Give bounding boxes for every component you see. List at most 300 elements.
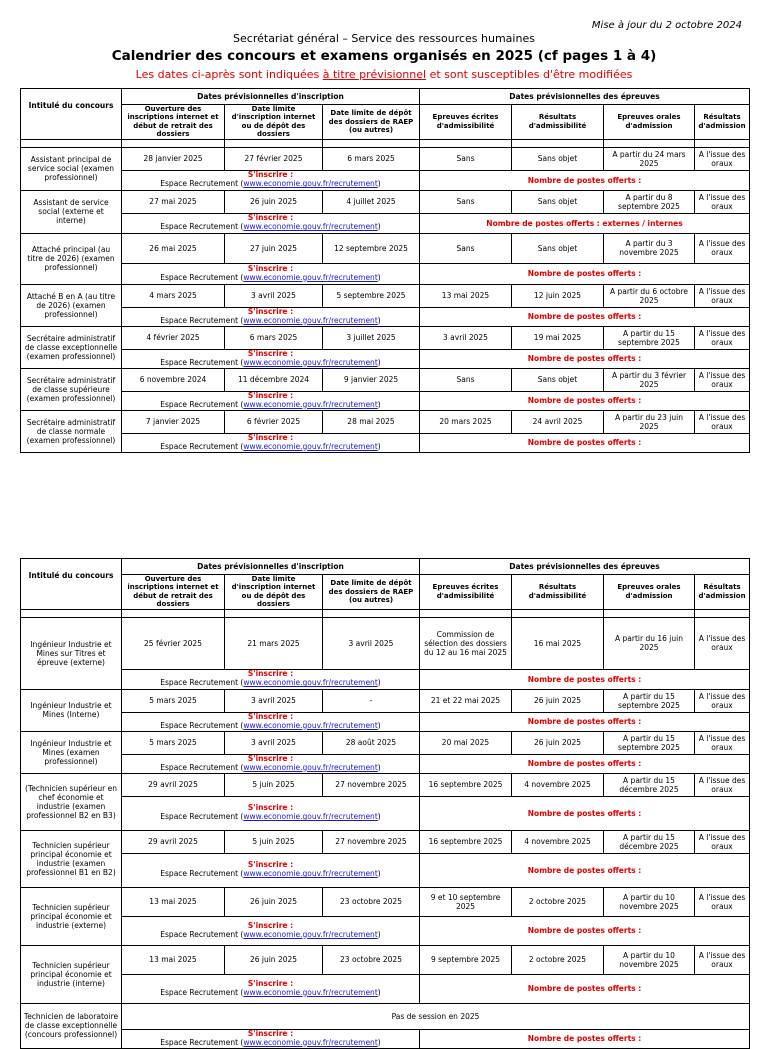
header-orales: Epreuves orales d'admission — [604, 105, 695, 140]
inscrire-prefix: Espace Recrutement ( — [160, 399, 244, 409]
date-ecrites: 13 mai 2025 — [420, 284, 512, 307]
recrutement-link[interactable]: www.economie.gouv.fr/recrutement — [243, 272, 378, 282]
exam-name: Technicien supérieur principal économie et industrie (examen professionnel B1 en B2) — [21, 830, 122, 887]
date-ouverture: 27 mai 2025 — [122, 190, 225, 213]
spacer-row — [21, 609, 750, 617]
spacer-cell — [695, 139, 750, 147]
inscription-cell — [122, 1029, 420, 1048]
date-limite-inscription: 26 juin 2025 — [225, 945, 323, 974]
date-orales: A partir du 16 juin 2025 — [604, 617, 695, 669]
recrutement-link[interactable]: www.economie.gouv.fr/recrutement — [243, 357, 378, 367]
date-ouverture: 5 mars 2025 — [122, 689, 225, 712]
inscrire-prefix: Espace Recrutement ( — [160, 272, 244, 282]
date-limite-inscription: 3 avril 2025 — [225, 284, 323, 307]
exam-name: Ingénieur Industrie et Mines (Interne) — [21, 689, 122, 731]
inscrire-prefix: Espace Recrutement ( — [160, 441, 244, 451]
recrutement-link[interactable]: www.economie.gouv.fr/recrutement — [243, 441, 378, 451]
inscrire-label: S'inscrire : — [247, 433, 294, 442]
date-raep: 3 avril 2025 — [323, 617, 420, 669]
exam-name: Ingénieur Industrie et Mines (examen professionnel) — [21, 731, 122, 773]
date-resultats-admission: A l'issue des oraux — [695, 284, 750, 307]
inscrire-line — [124, 764, 417, 773]
postes-offerts: Nombre de postes offerts : — [420, 796, 750, 830]
date-limite-inscription: 5 juin 2025 — [225, 830, 323, 853]
postes-offerts: Nombre de postes offerts : externes / internes — [420, 213, 750, 233]
inscrire-line — [124, 180, 417, 189]
date-resultats-admission: A l'issue des oraux — [695, 147, 750, 170]
date-ecrites: 16 septembre 2025 — [420, 830, 512, 853]
header-subrow — [21, 105, 750, 140]
exam-row — [21, 1003, 750, 1029]
date-orales: A partir du 24 mars 2025 — [604, 147, 695, 170]
spacer-cell — [21, 139, 122, 147]
inscription-row — [21, 853, 750, 887]
date-ouverture: 6 novembre 2024 — [122, 368, 225, 391]
spacer-cell — [122, 139, 225, 147]
inscription-cell — [122, 754, 420, 773]
recrutement-link[interactable]: www.economie.gouv.fr/recrutement — [243, 678, 378, 688]
exam-name: Secrétaire administratif de classe normale (examen professionnel) — [21, 410, 122, 452]
inscrire-label: S'inscrire : — [247, 803, 294, 813]
inscrire-label: S'inscrire : — [247, 213, 294, 223]
exam-name: Technicien supérieur principal économie et industrie (externe) — [21, 887, 122, 945]
date-ouverture: 26 mai 2025 — [122, 233, 225, 263]
header-epreuves-group: Dates prévisionnelles des épreuves — [420, 89, 750, 105]
spacer-row — [21, 139, 750, 147]
header-intitule: Intitulé du concours — [21, 559, 122, 610]
date-raep: 3 juillet 2025 — [323, 326, 420, 349]
inscription-cell — [122, 916, 420, 945]
inscription-row — [21, 916, 750, 945]
header-res-admissibilite: Résultats d'admissibilité — [512, 105, 604, 140]
date-resultats-admissibilite: 24 avril 2025 — [512, 410, 604, 433]
header-ouverture: Ouverture des inscriptions internet et début de retrait des dossiers — [122, 575, 225, 610]
recrutement-link[interactable]: www.economie.gouv.fr/recrutement — [243, 987, 378, 997]
date-ouverture: 13 mai 2025 — [122, 887, 225, 916]
date-orales: A partir du 15 septembre 2025 — [604, 326, 695, 349]
exam-row — [21, 190, 750, 213]
date-limite-inscription: 3 avril 2025 — [225, 731, 323, 754]
date-ouverture: 4 mars 2025 — [122, 284, 225, 307]
inscrire-prefix: Espace Recrutement ( — [160, 1037, 244, 1047]
date-resultats-admissibilite: Sans objet — [512, 147, 604, 170]
recrutement-link[interactable]: www.economie.gouv.fr/recrutement — [243, 929, 378, 939]
date-limite-inscription: 21 mars 2025 — [225, 617, 323, 669]
inscrire-suffix: ) — [377, 272, 381, 282]
inscrire-label: S'inscrire : — [247, 391, 294, 400]
inscrire-suffix: ) — [377, 357, 381, 367]
recrutement-link[interactable]: www.economie.gouv.fr/recrutement — [243, 1037, 378, 1047]
date-raep: 4 juillet 2025 — [323, 190, 420, 213]
date-resultats-admission: A l'issue des oraux — [695, 945, 750, 974]
exam-row — [21, 887, 750, 916]
recrutement-link[interactable]: www.economie.gouv.fr/recrutement — [243, 812, 378, 822]
header-row — [21, 89, 750, 105]
postes-offerts: Nombre de postes offerts : — [420, 349, 750, 368]
exam-name: Attaché principal (au titre de 2026) (examen professionnel) — [21, 233, 122, 284]
date-resultats-admission: A l'issue des oraux — [695, 190, 750, 213]
notice-underlined: à titre prévisionnel — [322, 68, 427, 81]
date-resultats-admissibilite: 16 mai 2025 — [512, 617, 604, 669]
exam-row — [21, 284, 750, 307]
spacer-cell — [323, 609, 420, 617]
inscrire-prefix: Espace Recrutement ( — [160, 179, 244, 189]
header-ecrites: Epreuves écrites d'admissibilité — [420, 105, 512, 140]
inscrire-suffix: ) — [377, 869, 381, 879]
date-limite-inscription: 6 février 2025 — [225, 410, 323, 433]
exam-table-1 — [20, 88, 750, 453]
spacer-cell — [420, 139, 512, 147]
exam-row — [21, 147, 750, 170]
exam-row — [21, 945, 750, 974]
header-raep: Date limite de dépôt des dossiers de RAEP (ou autres) — [323, 575, 420, 610]
date-orales: A partir du 15 décembre 2025 — [604, 773, 695, 796]
exam-row — [21, 326, 750, 349]
header-res-admission: Résultats d'admission — [695, 105, 750, 140]
date-orales: A partir du 15 septembre 2025 — [604, 689, 695, 712]
exam-row — [21, 410, 750, 433]
exam-name: Technicien supérieur principal économie et industrie (interne) — [21, 945, 122, 1003]
inscrire-suffix: ) — [377, 987, 381, 997]
inscription-cell — [122, 712, 420, 731]
header-inscription-group: Dates prévisionnelles d'inscription — [122, 559, 420, 575]
date-ecrites: Sans — [420, 190, 512, 213]
inscription-cell — [122, 307, 420, 326]
inscrire-suffix: ) — [377, 762, 381, 772]
inscription-cell — [122, 974, 420, 1003]
exam-name: Secrétaire administratif de classe exceptionnelle (examen professionnel) — [21, 326, 122, 368]
inscrire-suffix: ) — [377, 315, 381, 325]
date-ecrites: 21 et 22 mai 2025 — [420, 689, 512, 712]
inscrire-line — [124, 1039, 417, 1048]
spacer-cell — [420, 609, 512, 617]
postes-offerts: Nombre de postes offerts : — [420, 391, 750, 410]
inscription-row — [21, 669, 750, 689]
header-row — [21, 559, 750, 575]
date-ecrites: Commission de sélection des dossiers du 12 au 16 mai 2025 — [420, 617, 512, 669]
postes-offerts: Nombre de postes offerts : — [420, 263, 750, 284]
spacer-cell — [695, 609, 750, 617]
date-ouverture: 5 mars 2025 — [122, 731, 225, 754]
inscrire-prefix: Espace Recrutement ( — [160, 929, 244, 939]
spacer-cell — [512, 609, 604, 617]
inscription-cell — [122, 349, 420, 368]
inscrire-prefix: Espace Recrutement ( — [160, 720, 244, 730]
inscription-row — [21, 391, 750, 410]
recrutement-link[interactable]: www.economie.gouv.fr/recrutement — [243, 720, 378, 730]
header-limite-inscription: Date limite d'inscription internet ou de dépôt des dossiers — [225, 105, 323, 140]
postes-offerts: Nombre de postes offerts : — [420, 853, 750, 887]
update-note: Mise à jour du 2 octobre 2024 — [591, 20, 742, 31]
date-orales: A partir du 3 février 2025 — [604, 368, 695, 391]
inscrire-line — [124, 679, 417, 688]
inscription-cell — [122, 170, 420, 190]
date-ecrites: Sans — [420, 233, 512, 263]
exam-name: Assistant de service social (externe et interne) — [21, 190, 122, 233]
inscription-row — [21, 263, 750, 284]
recrutement-link[interactable]: www.economie.gouv.fr/recrutement — [243, 222, 378, 232]
inscrire-line — [124, 931, 417, 940]
inscription-row — [21, 974, 750, 1003]
inscription-row — [21, 170, 750, 190]
date-resultats-admissibilite: 2 octobre 2025 — [512, 945, 604, 974]
inscrire-suffix: ) — [377, 399, 381, 409]
exam-row — [21, 368, 750, 391]
notice-after: et sont susceptibles d'être modifiées — [426, 68, 633, 81]
date-orales: A partir du 6 octobre 2025 — [604, 284, 695, 307]
date-resultats-admission: A l'issue des oraux — [695, 617, 750, 669]
date-resultats-admissibilite: 26 juin 2025 — [512, 689, 604, 712]
date-resultats-admission: A l'issue des oraux — [695, 689, 750, 712]
date-limite-inscription: 5 juin 2025 — [225, 773, 323, 796]
exam-name: Assistant principal de service social (examen professionnel) — [21, 147, 122, 190]
date-ouverture: 7 janvier 2025 — [122, 410, 225, 433]
inscrire-prefix: Espace Recrutement ( — [160, 987, 244, 997]
header-subrow — [21, 575, 750, 610]
inscrire-suffix: ) — [377, 929, 381, 939]
date-resultats-admissibilite: 4 novembre 2025 — [512, 773, 604, 796]
exam-name: Ingénieur Industrie et Mines sur Titres et épreuve (externe) — [21, 617, 122, 689]
recrutement-link[interactable]: www.economie.gouv.fr/recrutement — [243, 399, 378, 409]
date-resultats-admissibilite: Sans objet — [512, 190, 604, 213]
exam-name: Technicien de laboratoire de classe exceptionnelle (concours professionnel) — [21, 1003, 122, 1048]
spacer-cell — [604, 609, 695, 617]
date-orales: A partir du 10 novembre 2025 — [604, 887, 695, 916]
inscrire-suffix: ) — [377, 441, 381, 451]
postes-offerts: Nombre de postes offerts : — [420, 669, 750, 689]
date-resultats-admission: A l'issue des oraux — [695, 410, 750, 433]
inscrire-suffix: ) — [377, 1037, 381, 1047]
inscrire-line — [124, 401, 417, 410]
inscrire-label: S'inscrire : — [247, 349, 294, 358]
date-ouverture: 29 avril 2025 — [122, 830, 225, 853]
date-resultats-admission: A l'issue des oraux — [695, 773, 750, 796]
date-resultats-admissibilite: 12 juin 2025 — [512, 284, 604, 307]
date-resultats-admission: A l'issue des oraux — [695, 731, 750, 754]
date-resultats-admissibilite: 4 novembre 2025 — [512, 830, 604, 853]
inscrire-label: S'inscrire : — [247, 754, 294, 763]
spacer-cell — [122, 609, 225, 617]
recrutement-link[interactable]: www.economie.gouv.fr/recrutement — [243, 315, 378, 325]
date-ecrites: 9 septembre 2025 — [420, 945, 512, 974]
notice — [0, 68, 768, 81]
spacer-cell — [225, 609, 323, 617]
date-raep: 27 novembre 2025 — [323, 773, 420, 796]
header-limite-inscription: Date limite d'inscription internet ou de dépôt des dossiers — [225, 575, 323, 610]
date-ouverture: 28 janvier 2025 — [122, 147, 225, 170]
inscrire-prefix: Espace Recrutement ( — [160, 357, 244, 367]
date-ecrites: Sans — [420, 147, 512, 170]
date-ouverture: 29 avril 2025 — [122, 773, 225, 796]
header-ecrites: Epreuves écrites d'admissibilité — [420, 575, 512, 610]
date-raep: 28 août 2025 — [323, 731, 420, 754]
inscrire-prefix: Espace Recrutement ( — [160, 812, 244, 822]
inscrire-label: S'inscrire : — [247, 712, 294, 721]
inscription-cell — [122, 796, 420, 830]
inscription-row — [21, 1029, 750, 1048]
date-orales: A partir du 15 décembre 2025 — [604, 830, 695, 853]
postes-offerts: Nombre de postes offerts : — [420, 307, 750, 326]
date-resultats-admissibilite: 26 juin 2025 — [512, 731, 604, 754]
inscrire-label: S'inscrire : — [247, 263, 294, 273]
inscrire-prefix: Espace Recrutement ( — [160, 869, 244, 879]
date-raep: 6 mars 2025 — [323, 147, 420, 170]
date-resultats-admission: A l'issue des oraux — [695, 233, 750, 263]
date-resultats-admission: A l'issue des oraux — [695, 830, 750, 853]
inscription-cell — [122, 213, 420, 233]
date-limite-inscription: 27 juin 2025 — [225, 233, 323, 263]
inscrire-label: S'inscrire : — [247, 669, 294, 679]
date-ouverture: 13 mai 2025 — [122, 945, 225, 974]
header-raep: Date limite de dépôt des dossiers de RAEP (ou autres) — [323, 105, 420, 140]
header-intitule: Intitulé du concours — [21, 89, 122, 140]
date-ouverture: 25 février 2025 — [122, 617, 225, 669]
postes-offerts: Nombre de postes offerts : — [420, 754, 750, 773]
exam-row — [21, 773, 750, 796]
date-orales: A partir du 10 novembre 2025 — [604, 945, 695, 974]
date-ecrites: 9 et 10 septembre 2025 — [420, 887, 512, 916]
inscrire-suffix: ) — [377, 812, 381, 822]
recrutement-link[interactable]: www.economie.gouv.fr/recrutement — [243, 762, 378, 772]
date-raep: 23 octobre 2025 — [323, 945, 420, 974]
date-resultats-admission: A l'issue des oraux — [695, 326, 750, 349]
inscrire-label: S'inscrire : — [247, 170, 294, 180]
header-epreuves-group: Dates prévisionnelles des épreuves — [420, 559, 750, 575]
header-res-admission: Résultats d'admission — [695, 575, 750, 610]
page-title: Calendrier des concours et examens organisés en 2025 (cf pages 1 à 4) — [111, 48, 657, 64]
inscrire-line — [124, 274, 417, 283]
exam-row — [21, 731, 750, 754]
inscription-row — [21, 754, 750, 773]
inscrire-line — [124, 813, 417, 822]
inscrire-suffix: ) — [377, 678, 381, 688]
spacer-cell — [604, 139, 695, 147]
inscrire-label: S'inscrire : — [247, 920, 294, 930]
date-limite-inscription: 11 décembre 2024 — [225, 368, 323, 391]
recrutement-link[interactable]: www.economie.gouv.fr/recrutement — [243, 869, 378, 879]
header-inscription-group: Dates prévisionnelles d'inscription — [122, 89, 420, 105]
date-resultats-admissibilite: Sans objet — [512, 233, 604, 263]
date-raep: - — [323, 689, 420, 712]
exam-name: (Technicien supérieur en chef économie et industrie (examen professionnel B2 en B3) — [21, 773, 122, 830]
date-limite-inscription: 26 juin 2025 — [225, 190, 323, 213]
exam-row — [21, 617, 750, 669]
date-orales: A partir du 8 septembre 2025 — [604, 190, 695, 213]
date-raep: 28 mai 2025 — [323, 410, 420, 433]
inscrire-label: S'inscrire : — [247, 1029, 294, 1038]
inscription-row — [21, 213, 750, 233]
exam-row — [21, 233, 750, 263]
inscrire-label: S'inscrire : — [247, 860, 294, 870]
spacer-cell — [21, 609, 122, 617]
inscrire-suffix: ) — [377, 179, 381, 189]
inscrire-prefix: Espace Recrutement ( — [160, 762, 244, 772]
inscrire-label: S'inscrire : — [247, 978, 294, 988]
inscrire-label: S'inscrire : — [247, 307, 294, 316]
inscription-row — [21, 349, 750, 368]
inscription-row — [21, 433, 750, 452]
header-orales: Epreuves orales d'admission — [604, 575, 695, 610]
date-raep: 9 janvier 2025 — [323, 368, 420, 391]
exam-row — [21, 689, 750, 712]
postes-offerts: Nombre de postes offerts : — [420, 1029, 750, 1048]
postes-offerts: Nombre de postes offerts : — [420, 170, 750, 190]
inscrire-line — [124, 443, 417, 452]
header-res-admissibilite: Résultats d'admissibilité — [512, 575, 604, 610]
recrutement-link[interactable]: www.economie.gouv.fr/recrutement — [243, 179, 378, 189]
date-ecrites: 16 septembre 2025 — [420, 773, 512, 796]
date-ecrites: Sans — [420, 368, 512, 391]
exam-row — [21, 830, 750, 853]
inscrire-suffix: ) — [377, 720, 381, 730]
postes-offerts: Nombre de postes offerts : — [420, 974, 750, 1003]
inscription-row — [21, 307, 750, 326]
date-ecrites: 3 avril 2025 — [420, 326, 512, 349]
inscrire-line — [124, 870, 417, 879]
inscrire-line — [124, 722, 417, 731]
date-limite-inscription: 6 mars 2025 — [225, 326, 323, 349]
notice-before: Les dates ci-après sont indiquées — [135, 68, 323, 81]
date-orales: A partir du 3 novembre 2025 — [604, 233, 695, 263]
spacer-cell — [225, 139, 323, 147]
postes-offerts: Nombre de postes offerts : — [420, 712, 750, 731]
date-raep: 27 novembre 2025 — [323, 830, 420, 853]
date-resultats-admissibilite: 19 mai 2025 — [512, 326, 604, 349]
date-orales: A partir du 23 juin 2025 — [604, 410, 695, 433]
inscrire-line — [124, 223, 417, 232]
date-raep: 23 octobre 2025 — [323, 887, 420, 916]
inscrire-suffix: ) — [377, 222, 381, 232]
header-ouverture: Ouverture des inscriptions internet et début de retrait des dossiers — [122, 105, 225, 140]
inscrire-prefix: Espace Recrutement ( — [160, 222, 244, 232]
date-ecrites: 20 mars 2025 — [420, 410, 512, 433]
inscrire-prefix: Espace Recrutement ( — [160, 678, 244, 688]
date-limite-inscription: 26 juin 2025 — [225, 887, 323, 916]
date-limite-inscription: 3 avril 2025 — [225, 689, 323, 712]
exam-table-2 — [20, 558, 750, 1049]
date-resultats-admission: A l'issue des oraux — [695, 887, 750, 916]
inscrire-line — [124, 989, 417, 998]
inscription-cell — [122, 433, 420, 452]
inscription-cell — [122, 853, 420, 887]
postes-offerts: Nombre de postes offerts : — [420, 433, 750, 452]
date-resultats-admissibilite: Sans objet — [512, 368, 604, 391]
inscription-row — [21, 796, 750, 830]
spacer-cell — [323, 139, 420, 147]
date-resultats-admissibilite: 2 octobre 2025 — [512, 887, 604, 916]
spacer-cell — [512, 139, 604, 147]
date-raep: 5 septembre 2025 — [323, 284, 420, 307]
date-resultats-admission: A l'issue des oraux — [695, 368, 750, 391]
inscription-row — [21, 712, 750, 731]
exam-name: Attaché B en A (au titre de 2026) (examen professionnel) — [21, 284, 122, 326]
inscrire-line — [124, 359, 417, 368]
date-ecrites: 20 mai 2025 — [420, 731, 512, 754]
inscription-cell — [122, 263, 420, 284]
postes-offerts: Nombre de postes offerts : — [420, 916, 750, 945]
inscription-cell — [122, 669, 420, 689]
date-raep: 12 septembre 2025 — [323, 233, 420, 263]
inscrire-line — [124, 317, 417, 326]
date-orales: A partir du 15 septembre 2025 — [604, 731, 695, 754]
date-limite-inscription: 27 février 2025 — [225, 147, 323, 170]
page-subtitle: Secrétariat général – Service des ressources humaines — [233, 32, 535, 45]
inscription-cell — [122, 391, 420, 410]
date-ouverture: 4 février 2025 — [122, 326, 225, 349]
exam-name: Secrétaire administratif de classe supérieure (examen professionnel) — [21, 368, 122, 410]
no-session-note: Pas de session en 2025 — [122, 1003, 750, 1029]
inscrire-prefix: Espace Recrutement ( — [160, 315, 244, 325]
